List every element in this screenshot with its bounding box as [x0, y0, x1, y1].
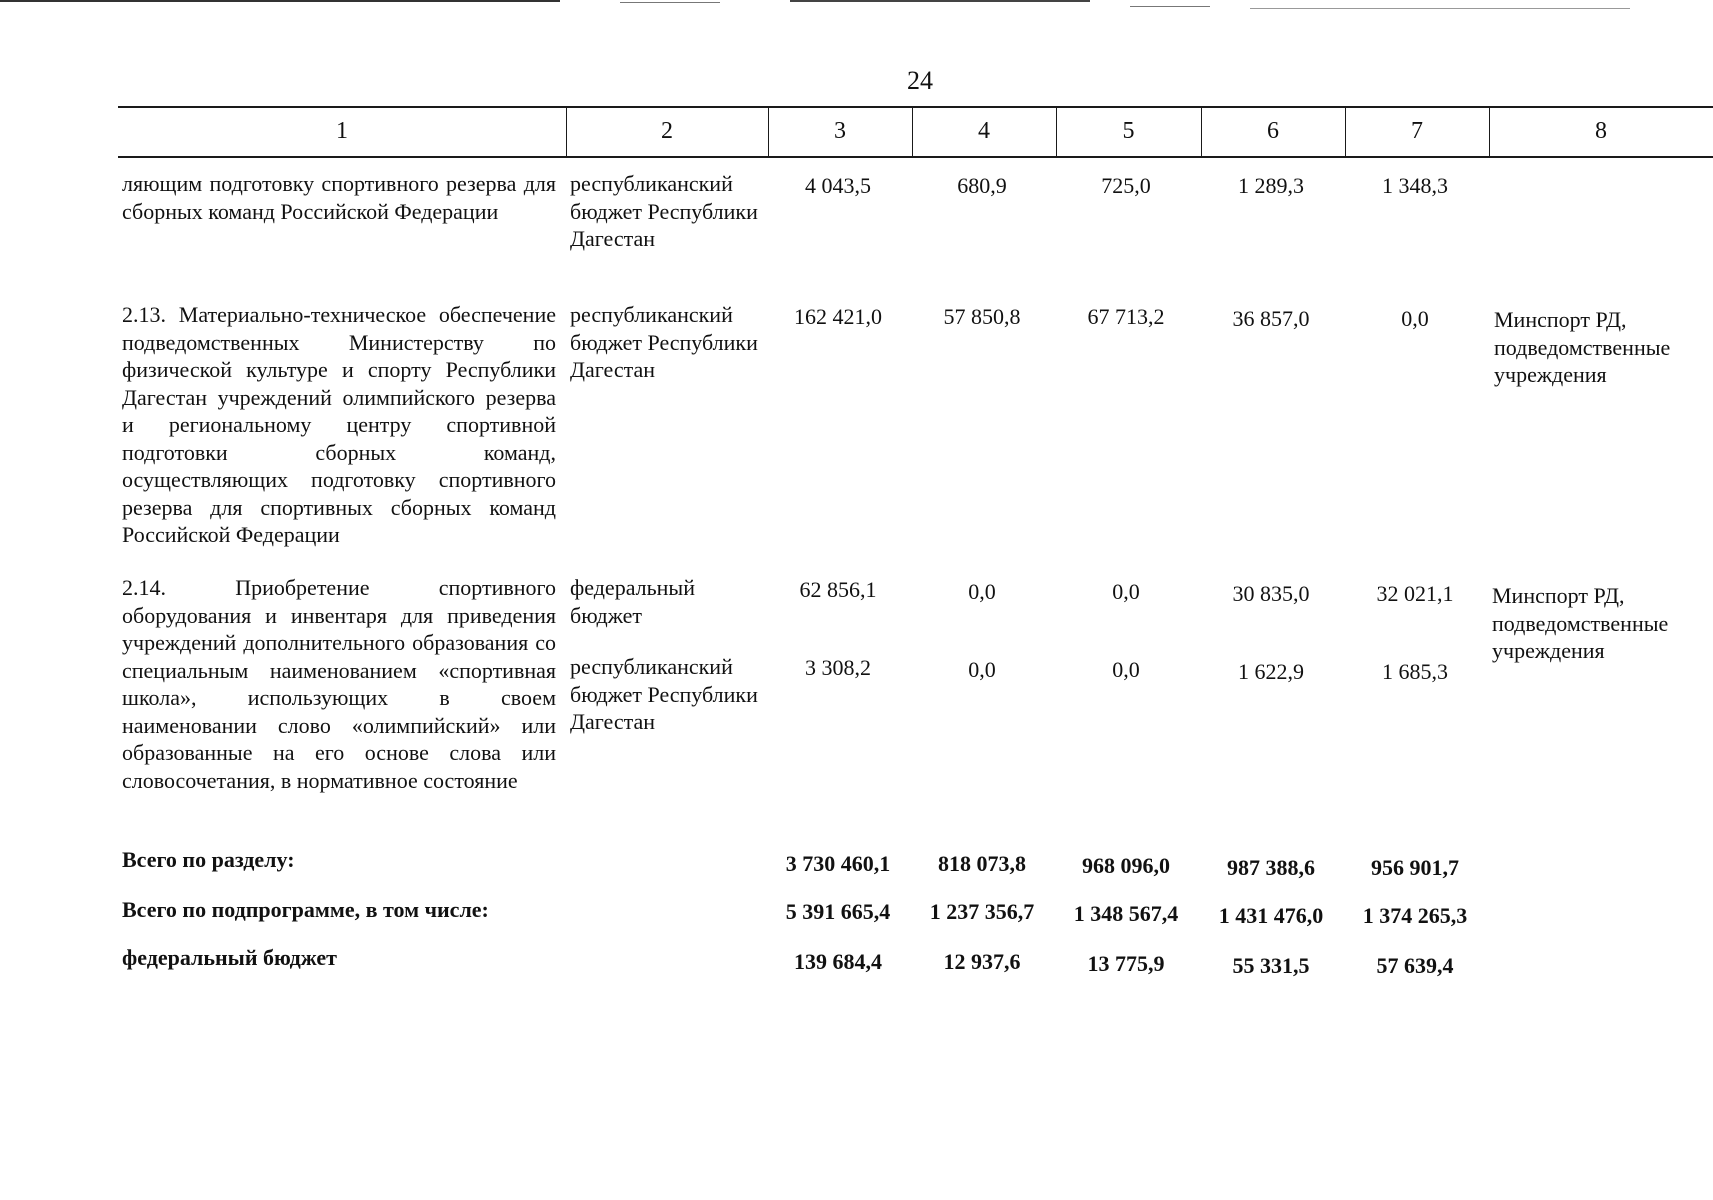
total-value: 3 730 460,1 [785, 851, 891, 876]
total-label: Всего по подпрограмме, в том числе: [122, 897, 489, 922]
value-total: 4 043,5 [805, 173, 871, 198]
value-year-3: 30 835,0 [1232, 581, 1310, 606]
total-label: федеральный бюджет [122, 945, 337, 970]
value-year-2: 67 713,2 [1087, 304, 1165, 329]
value-year-1: 0,0 [968, 579, 996, 604]
column-header: 6 [1267, 118, 1279, 144]
scan-artifact [620, 2, 720, 3]
row-executor: Минспорт РД, подведомственные учреждения [1494, 307, 1671, 387]
total-value: 987 388,6 [1227, 855, 1315, 880]
total-value: 818 073,8 [938, 851, 1026, 876]
total-value: 13 775,9 [1087, 951, 1165, 976]
total-value: 55 331,5 [1232, 953, 1310, 978]
row-description: ляющим подготовку спортивного резерва для сборных команд Российской Федерации [122, 171, 556, 224]
value-year-2: 725,0 [1101, 173, 1151, 198]
funding-source: федеральный бюджет [570, 575, 695, 628]
column-header: 3 [834, 118, 846, 144]
scan-artifact [790, 0, 1090, 2]
page-number: 24 [907, 66, 933, 95]
value-year-3: 36 857,0 [1232, 306, 1310, 331]
column-header: 2 [661, 118, 673, 144]
value-total: 162 421,0 [794, 304, 882, 329]
total-value: 956 901,7 [1371, 855, 1459, 880]
total-value: 968 096,0 [1082, 853, 1170, 878]
scan-artifact [1250, 8, 1630, 9]
column-header: 1 [336, 118, 348, 144]
value-total: 62 856,1 [799, 577, 877, 602]
scan-artifact [1130, 6, 1210, 7]
column-header: 4 [978, 118, 990, 144]
row-executor: Минспорт РД, подведомственные учреждения [1492, 583, 1669, 663]
row-description: 2.14. Приобретение спортивного оборудования и инвентаря для приведения учреждений дополнительного образования со специальным наименованием «спортивная школа», использующих в своем наименовании слово «олимпийский» или образованные на его основе слова или словосочетания, в нормативное состояние [122, 575, 556, 793]
funding-source: республиканский бюджет Республики Дагестан [570, 654, 758, 734]
funding-source: республиканский бюджет Республики Дагестан [570, 171, 758, 251]
value-year-2: 0,0 [1112, 657, 1140, 682]
scan-artifact [0, 0, 560, 2]
value-year-2: 0,0 [1112, 579, 1140, 604]
value-year-4: 32 021,1 [1376, 581, 1454, 606]
column-header: 5 [1122, 118, 1135, 144]
value-year-4: 1 685,3 [1382, 659, 1448, 684]
total-value: 5 391 665,4 [785, 899, 891, 924]
total-value: 139 684,4 [794, 949, 882, 974]
value-year-4: 0,0 [1401, 306, 1429, 331]
value-year-3: 1 622,9 [1238, 659, 1304, 684]
value-year-1: 57 850,8 [943, 304, 1021, 329]
total-value: 12 937,6 [943, 949, 1021, 974]
column-header: 7 [1411, 118, 1423, 144]
total-value: 1 348 567,4 [1073, 901, 1179, 926]
value-total: 3 308,2 [805, 655, 871, 680]
value-year-4: 1 348,3 [1382, 173, 1448, 198]
value-year-1: 680,9 [957, 173, 1007, 198]
value-year-3: 1 289,3 [1238, 173, 1304, 198]
total-value: 1 237 356,7 [929, 899, 1035, 924]
total-value: 1 431 476,0 [1218, 903, 1324, 928]
total-value: 57 639,4 [1376, 953, 1454, 978]
column-header: 8 [1595, 118, 1607, 144]
row-description: 2.13. Материально-техническое обеспечение подведомственных Министерству по физической культуре и спорту Республики Дагестан учреждений олимпийского резерва и региональному центру спортивной подготовки сборных команд, осуществляющих подготовку спортивного резерва для спортивных сборных команд Российской Федерации [122, 302, 556, 547]
total-label: Всего по разделу: [122, 847, 295, 872]
funding-source: республиканский бюджет Республики Дагестан [570, 302, 758, 382]
table-top-rule [118, 106, 1713, 108]
table-header-bottom-rule [118, 156, 1713, 158]
total-value: 1 374 265,3 [1362, 903, 1468, 928]
value-year-1: 0,0 [968, 657, 996, 682]
